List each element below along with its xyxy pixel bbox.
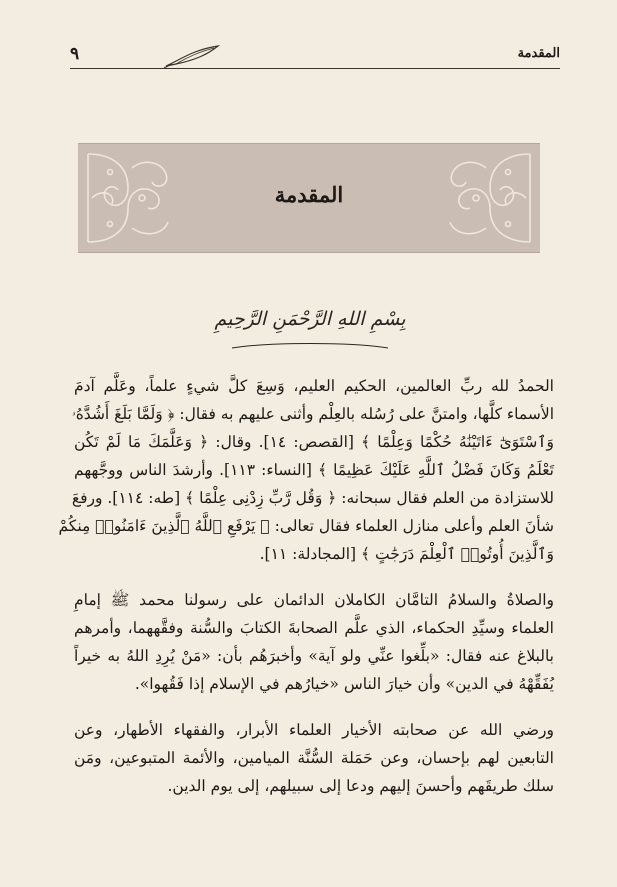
basmala: بِسْمِ اللهِ الرَّحْمَنِ الرَّحِيمِ xyxy=(214,308,406,330)
text-line: وَٱسْتَوَىٰٓ ءَاتَيْنَٰهُ حُكْمًا وَعِلْمًا ﴾ [القصص: ١٤]. وقال: ﴿ وَعَلَّمَكَ مَا لَمْ تَكُن xyxy=(74,433,554,451)
quill-icon xyxy=(162,40,222,70)
basmala-flourish-icon xyxy=(230,340,390,354)
header-rule xyxy=(70,68,560,69)
text-line: التابعين لهم بإحسان، وعن حَمَلة السُّنَّة الميامين، والأئمة المتبوعين، ومَن xyxy=(74,749,554,767)
paragraph-salutation xyxy=(74,586,554,698)
text-line: والصلاةُ والسلامُ التامَّان الكاملان الدائمان على رسولنا محمد ﷺ إمامِ xyxy=(74,591,554,609)
text-line: يُفَقِّهْهُ في الدين» وأن خيارَ الناس «خيارُهم في الإسلام إذا فَقُهوا». xyxy=(134,675,554,693)
body-text xyxy=(58,372,554,818)
running-header xyxy=(70,44,560,70)
text-line: الأسماء كلَّها، وامتنَّ على رُسُله بالعِلْم وأثنى عليهم به فقال: ﴿ وَلَمَّا بَلَغَ أَشُدَّهُۥ xyxy=(71,405,554,423)
text-line: بالبلاغ عنه فقال: «بلِّغوا عنِّي ولو آية» وأخبرَهُم بأن: «مَنْ يُرِدِ اللهُ به خيراً xyxy=(74,647,554,665)
paragraph-praise xyxy=(58,372,554,568)
text-line: تَعْلَمُ وَكَانَ فَضْلُ ٱللَّهِ عَلَيْكَ عَظِيمًا ﴾ [النساء: ١١٣]. وأرشدَ الناس ووجَّههم xyxy=(74,461,554,479)
text-line: ورضي الله عن صحابته الأخيار العلماء الأبرار، والفقهاء الأطهار، وعن xyxy=(74,721,554,739)
text-line: سلك طريقَهم وأحسنَ إليهم ودعا إلى سبيلهم، إلى يوم الدين. xyxy=(167,777,554,795)
chapter-title-band xyxy=(78,143,540,253)
running-header-chapter-title: المقدمة xyxy=(517,46,560,61)
chapter-title: المقدمة xyxy=(274,182,344,207)
paragraph-companions xyxy=(74,716,554,800)
text-line: وَٱلَّذِينَ أُوتُوا۟ ٱلْعِلْمَ دَرَجَٰتٍ ﴾ [المجادلة: ١١]. xyxy=(259,545,554,563)
text-line: الحمدُ لله ربِّ العالمين، الحكيم العليم، وَسِعَ كلَّ شيءٍ علماً، وعَلَّم آدمَ xyxy=(74,377,554,395)
text-line: شأنَ العلم وأعلى منازل العلماء فقال تعالى: ﴿ يَرْفَعِ ٱللَّهُ ٱلَّذِينَ ءَامَنُوا۟ مِنكُمْ xyxy=(58,517,554,535)
page-number: ٩ xyxy=(70,44,80,64)
text-line: للاستزادة من العلم فقال سبحانه: ﴿ وَقُل رَّبِّ زِدْنِى عِلْمًا ﴾ [طه: ١١٤]. ورفعَ xyxy=(71,489,554,507)
text-line: العلماء وسيِّدِ الحكماء، الذي علَّم الصحابةَ الكتابَ والسُّنة وفقَّههما، وأمرهم xyxy=(74,619,554,637)
